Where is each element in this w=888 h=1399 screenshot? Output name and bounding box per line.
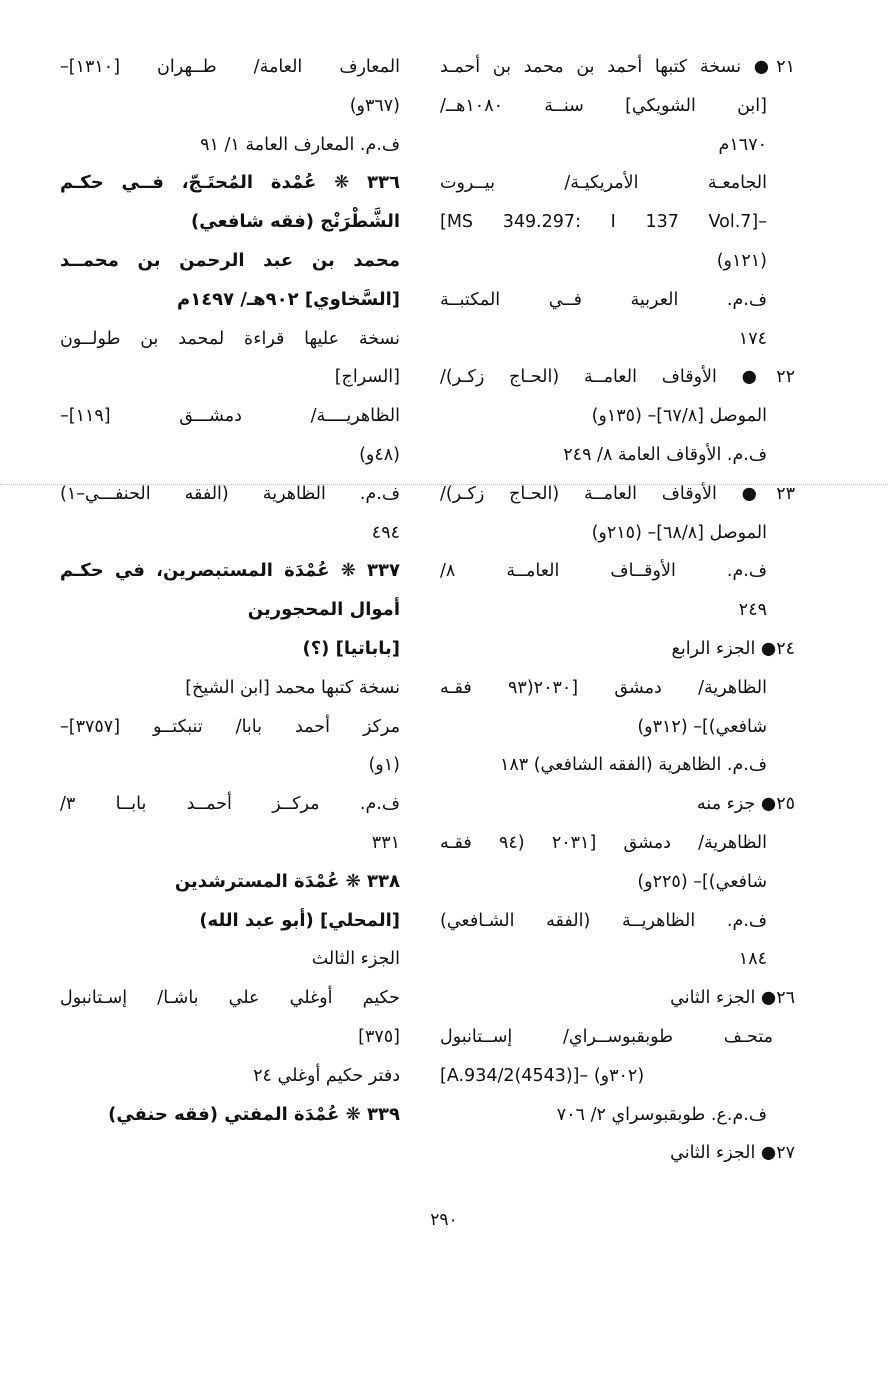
- right-column-line: ف.م. العربية فــي المكتبــة: [440, 289, 767, 310]
- right-column-line: [A.934/2(4543)]– (٣٠٢و): [440, 1065, 645, 1086]
- right-column-line: ف.م. الظاهريــة (الفقه الشـافعي): [440, 910, 767, 931]
- left-column-line: ف.م. المعارف العامة ١/ ٩١: [200, 134, 400, 155]
- left-column-line: ف.م. مركــز أحمــد بابــا ٣/: [60, 794, 400, 815]
- right-column-line: ٢٤٩: [738, 600, 767, 621]
- right-column-line: الظاهرية/ دمشق [٢٠٣٠(٩٣ فقـه: [440, 677, 767, 698]
- right-column-line: ٢٢● الأوقاف العامــة (الحـاج زكـر)/: [440, 367, 795, 388]
- right-column: [440, 48, 795, 1173]
- right-column-line: ف.م. الأوقاف العامة ٨/ ٢٤٩: [563, 444, 767, 465]
- left-column-line: مركز أحمد بابا/ تنبكتــو [٣٧٥٧]–: [60, 716, 400, 737]
- left-column-line: الجزء الثالث: [311, 949, 400, 970]
- right-column-line: الجامعـة الأمريكيـة/ بيــروت: [440, 173, 767, 194]
- left-column-line: ٣٣١: [371, 832, 400, 853]
- left-column-line: نسخة عليها قراءة لمحمد بن طولــون: [60, 328, 400, 349]
- right-column-line: ٢٤● الجزء الرابع: [671, 638, 795, 659]
- scan-dotted-line: [0, 484, 888, 485]
- left-column-line: حكيم أوغلي علي باشـا/ إسـتانبول: [60, 988, 400, 1009]
- right-column-line: ٢٣● الأوقاف العامــة (الحـاج زكـر)/: [440, 483, 795, 504]
- left-column-line: دفتر حكيم أوغلي ٢٤: [253, 1065, 400, 1086]
- right-column-line: الظاهرية/ دمشق [٢٠٣١ (٩٤ فقـه: [440, 832, 767, 853]
- left-column: [60, 48, 400, 1134]
- left-column-line: (٤٨و): [359, 444, 400, 465]
- right-column-line: متحـف طوبقبوســراي/ إســتانبول: [440, 1026, 773, 1047]
- left-column-line: الشَّطْرَنْج (فقه شافعي): [191, 211, 400, 233]
- right-column-line: ٢٧● الجزء الثاني: [670, 1143, 795, 1164]
- right-column-line: ٢١● نسخة كتبها أحمد بن محمد بن أحمـد: [440, 57, 795, 77]
- right-column-line: ف.م.ع. طوبقبوسراي ٢/ ٧٠٦: [556, 1104, 767, 1125]
- left-column-line: (١و): [368, 755, 400, 776]
- left-column-line: [باباتيا] (؟): [302, 637, 400, 659]
- right-column-line: الموصل [٦٧/٨]– (١٣٥و): [591, 406, 767, 427]
- left-column-line: أموال المحجورين: [247, 599, 400, 621]
- right-column-line: ف.م. الظاهرية (الفقه الشافعي) ١٨٣: [499, 755, 767, 776]
- left-column-line: [٣٧٥]: [358, 1026, 400, 1047]
- left-column-line: ٣٣٩ ❋ عُمْدَة المفتي (فقه حنفي): [108, 1103, 400, 1125]
- left-column-line: نسخة كتبها محمد [ابن الشيخ]: [185, 677, 400, 698]
- left-column-line: ٣٣٨ ❋ عُمْدَة المسترشدين: [174, 870, 400, 892]
- left-column-line: محمد بن عبد الرحمن بن محمــد: [60, 249, 400, 271]
- page-number: ٢٩٠: [430, 1210, 458, 1230]
- left-column-line: المعارف العامة/ طــهران [١٣١٠]–: [60, 57, 400, 77]
- right-column-line: ١٧٤: [738, 328, 767, 349]
- right-column-line: (١٢١و): [716, 250, 767, 271]
- right-column-line: [MS 349.297: I 137 Vol.7]–: [440, 212, 767, 233]
- left-column-line: ٣٣٦ ❋ عُمْدة المُحتَـجّ، فــي حكـم: [60, 172, 400, 194]
- right-column-line: شافعي)]– (٢٢٥و): [637, 871, 767, 892]
- left-column-line: ٤٩٤: [371, 522, 400, 543]
- left-column-line: الظاهريــــة/ دمشـــق [١١٩]–: [60, 406, 400, 427]
- left-column-line: ف.م. الظاهرية (الفقه الحنفـــي–١): [60, 483, 400, 504]
- left-column-line: (٣٦٧و): [349, 95, 400, 116]
- right-column-line: [ابن الشويكي] سنــة ١٠٨٠هــ/: [440, 95, 767, 116]
- right-column-line: ف.م. الأوقــاف العامــة ٨/: [440, 561, 767, 582]
- right-column-line: شافعي)]– (٣١٢و): [637, 716, 767, 737]
- right-column-line: ١٨٤: [738, 949, 767, 970]
- left-column-line: ٣٣٧ ❋ عُمْدَة المستبصرين، في حكـم: [60, 560, 400, 582]
- left-column-line: [المحلي] (أبو عبد الله): [199, 909, 400, 931]
- right-column-line: ٢٦● الجزء الثاني: [670, 988, 795, 1009]
- right-column-line: ١٦٧٠م: [718, 134, 767, 155]
- left-column-line: [السراج]: [334, 367, 400, 388]
- right-column-line: الموصل [٦٨/٨]– (٢١٥و): [591, 522, 767, 543]
- left-column-line: [السَّخاوي] ٩٠٢هـ/ ١٤٩٧م: [177, 288, 400, 310]
- right-column-line: ٢٥● جزء منه: [697, 794, 795, 815]
